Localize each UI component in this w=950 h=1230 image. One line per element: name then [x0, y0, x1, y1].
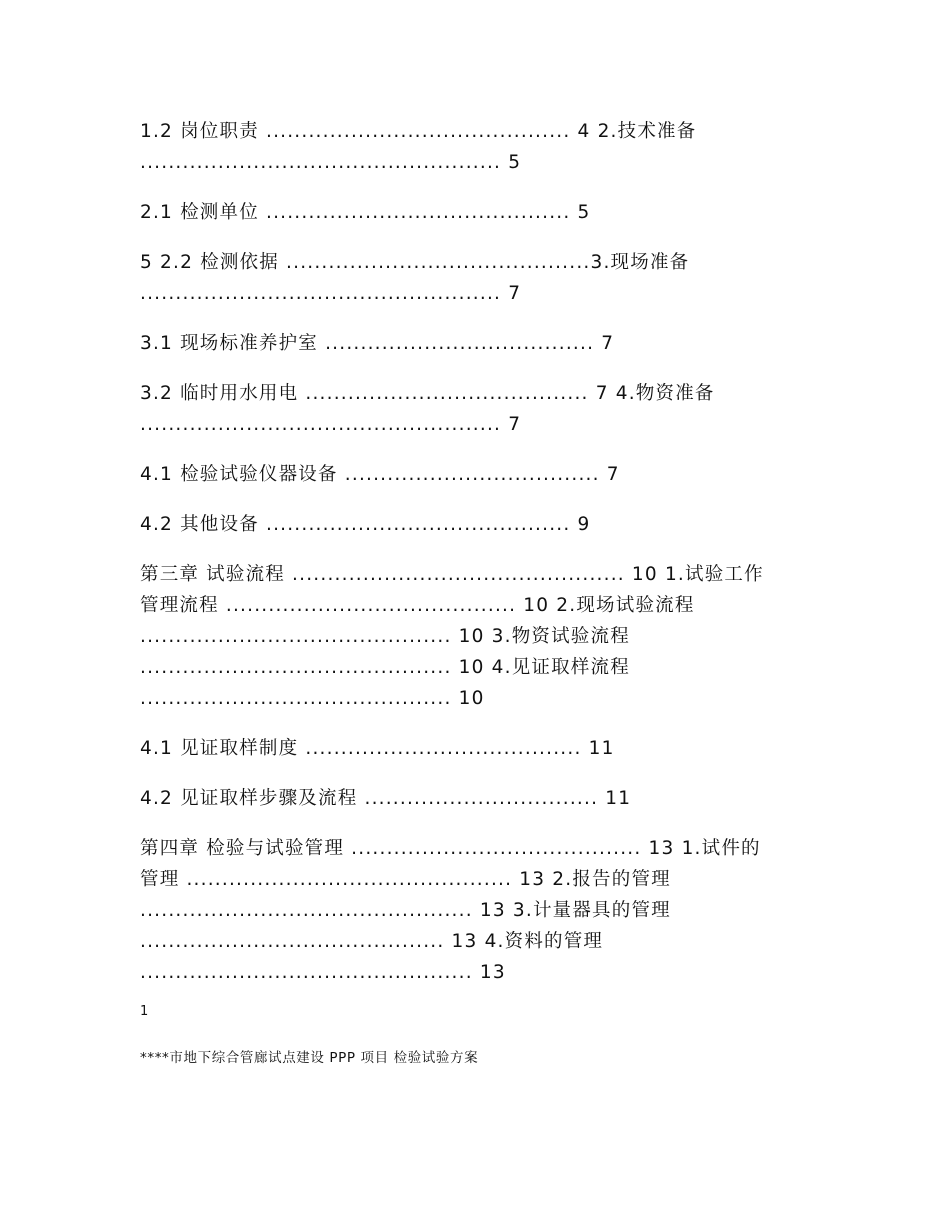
toc-entry	[140, 116, 820, 178]
toc-entry	[140, 833, 820, 988]
toc-entry-line: ............................................ 10	[140, 688, 485, 709]
toc-entry-line: ............................................... 13	[140, 962, 506, 983]
toc-entry-line: ................................................... 7	[140, 283, 522, 304]
toc-entry-line: 管理流程 ......................................... 10 2.现场试验流程	[140, 595, 695, 616]
toc-entry	[140, 783, 820, 814]
toc-entry-line: 3.2 临时用水用电 ........................................ 7 4.物资准备	[140, 383, 715, 404]
toc-entry-line: ............................................ 10 3.物资试验流程	[140, 626, 630, 647]
toc-entry-line: 第三章 试验流程 ............................................... 10 1.试验工作	[140, 564, 764, 585]
toc-entry	[140, 328, 820, 359]
toc-entry	[140, 197, 820, 228]
page-number: 1	[140, 1004, 150, 1019]
toc-entry-line: ............................................... 13 3.计量器具的管理	[140, 900, 671, 921]
toc-entry-line: 5 2.2 检测依据 ...........................................3.现场准备	[140, 252, 690, 273]
toc-entry	[140, 247, 820, 309]
toc-entry-line: 2.1 检测单位 ........................................... 5	[140, 202, 591, 223]
toc-entry-line: 第四章 检验与试验管理 ......................................... 13 1.试件的	[140, 838, 761, 859]
toc-entry	[140, 509, 820, 540]
toc-entry-line: ............................................ 10 4.见证取样流程	[140, 657, 630, 678]
toc-entry-line: 3.1 现场标准养护室 ...................................... 7	[140, 333, 615, 354]
toc-entry-line: 4.1 检验试验仪器设备 .................................... 7	[140, 464, 620, 485]
toc-entry-line: ........................................... 13 4.资料的管理	[140, 931, 604, 952]
toc-entry-line: 管理 .............................................. 13 2.报告的管理	[140, 869, 671, 890]
toc-entry-line: 4.2 其他设备 ........................................... 9	[140, 514, 591, 535]
toc-entry-line: ................................................... 5	[140, 152, 522, 173]
toc-entry	[140, 733, 820, 764]
toc-entry	[140, 378, 820, 440]
toc-entry-line: 1.2 岗位职责 ........................................... 4 2.技术准备	[140, 121, 697, 142]
toc-entry-line: 4.2 见证取样步骤及流程 ................................. 11	[140, 788, 632, 809]
toc-entry	[140, 459, 820, 490]
toc-entry-line: ................................................... 7	[140, 414, 522, 435]
table-of-contents	[140, 116, 820, 1007]
running-footer: ****市地下综合管廊试点建设 PPP 项目 检验试验方案	[140, 1050, 479, 1066]
toc-entry-line: 4.1 见证取样制度 ....................................... 11	[140, 738, 615, 759]
toc-entry	[140, 559, 820, 714]
